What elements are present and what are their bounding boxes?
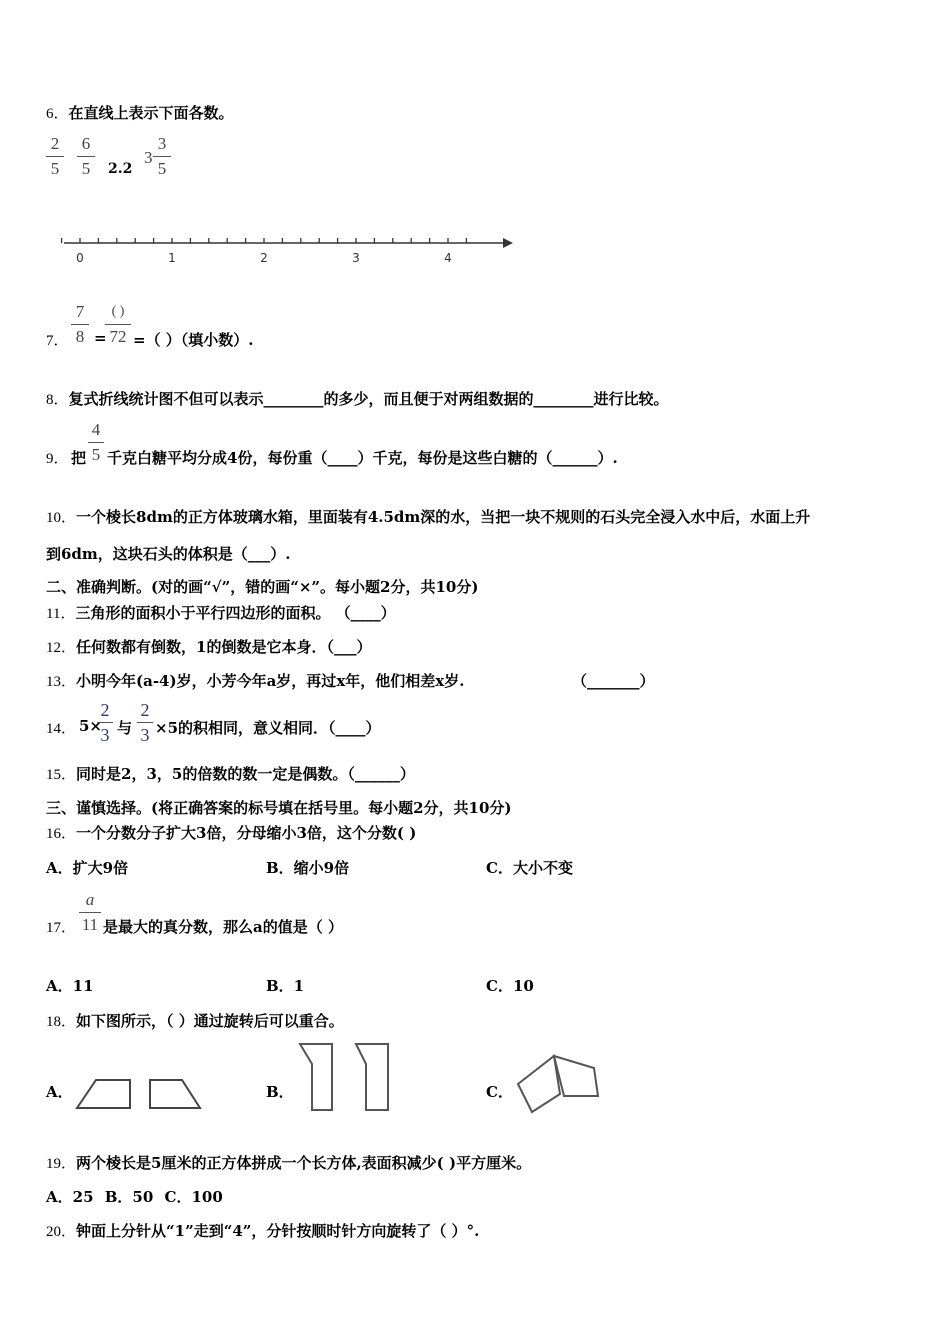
q6 [46,102,234,123]
q9-text: 千克白糖平均分成4份，每份重（____）千克，每份是这些白糖的（______）. [107,449,618,467]
q18-figure-c [514,1050,604,1116]
q19-options [46,1186,223,1207]
number-line-label: 3 [352,251,360,265]
quad-shape-1 [518,1056,560,1112]
q18-option-c: C． [486,1083,513,1101]
q7-equals: = [94,329,107,347]
q6-mixed-fraction [153,134,171,179]
q16-option-b: B．缩小9倍 [266,859,350,877]
l-shape-2 [356,1044,388,1110]
number-line-label: 4 [444,251,452,265]
q14-fraction-1 [97,700,113,745]
q15-text: 同时是2，3，5的倍数的数一定是偶数。（______） [76,765,415,783]
q6-decimal: 2.2 [108,161,133,177]
q8-number: 8． [46,392,69,408]
q9-pre: 把 [71,449,87,467]
denominator: 5 [81,159,91,178]
q16 [46,822,416,843]
q18-figure-a [74,1072,209,1112]
q10-line1 [46,506,810,527]
number-line-labels [76,251,452,265]
q8-text: 复式折线统计图不但可以表示________的多少，而且便于对两组数据的________进行比较。 [68,390,669,408]
denominator: 5 [91,445,101,464]
q17-option-c: C．10 [486,977,534,995]
q12 [46,636,371,657]
denominator: 72 [109,327,127,346]
q14-number: 14． [46,721,77,737]
section-3-heading: 三、谨慎选择。(将正确答案的标号填在括号里。每小题2分，共10分) [46,799,512,817]
numerator: 4 [91,420,101,439]
q19-option-a: A．25 [46,1188,94,1206]
q15 [46,763,415,784]
q16-option-c: C．大小不变 [486,859,573,877]
q19-option-c: C．100 [164,1188,223,1206]
q10-line2: 到6dm，这块石头的体积是（___）. [46,545,291,563]
q9-number: 9． [46,451,69,467]
q10-text-1: 一个棱长8dm的正方体玻璃水箱，里面装有4.5dm深的水，当把一块不规则的石头完全浸入水中后，水面上升 [76,508,811,526]
q7-fraction [71,302,89,347]
denominator: 11 [81,915,99,934]
q11-number: 11． [46,606,76,622]
number-line-label: 2 [260,251,268,265]
trapezoid-shape-1 [77,1080,130,1108]
denominator: 5 [50,159,60,178]
denominator: 5 [157,159,167,178]
number-line-label: 0 [76,251,84,265]
q13 [46,670,464,691]
l-shape-1 [300,1044,332,1110]
numerator: 6 [81,134,91,153]
numerator: a [85,890,95,909]
quad-shape-2 [554,1056,598,1096]
q19-option-b: B．50 [104,1188,154,1206]
q16-text: 一个分数分子扩大3倍，分母缩小3倍，这个分数( ) [76,824,417,842]
number-line [58,230,518,270]
q11-text: 三角形的面积小于平行四边形的面积。 （____） [75,604,396,622]
q18-text: 如下图所示，（ ）通过旋转后可以重合。 [76,1012,344,1030]
q18 [46,1010,344,1031]
section-2-heading: 二、准确判断。(对的画“√”，错的画“×”。每小题2分，共10分) [46,578,479,596]
q15-number: 15． [46,767,77,783]
q18-option-a: A． [46,1083,73,1101]
q19-text: 两个棱长是5厘米的正方体拼成一个长方体,表面积减少( )平方厘米。 [76,1154,532,1172]
q19 [46,1152,531,1173]
q12-number: 12． [46,640,77,656]
q13-text: 小明今年(a-4)岁，小芳今年a岁，再过x年，他们相差x岁. [76,672,465,690]
q18-figure-b [296,1040,396,1116]
q6-fraction-2 [77,134,95,179]
q6-mixed-whole: 3 [144,148,153,167]
number-line-label: 1 [168,251,176,265]
q7-text: =（ ）（填小数）. [133,331,254,349]
q20-text: 钟面上分针从“1”走到“4”，分针按顺时针方向旋转了（ ）°. [76,1222,480,1240]
numerator: ( ) [111,304,125,319]
q13-number: 13． [46,674,77,690]
q18-option-b: B． [266,1083,294,1101]
q14-fraction-2 [137,700,153,745]
numerator: 3 [157,134,167,153]
q6-fraction-1 [46,134,64,179]
q7-number: 7． [46,333,69,349]
number-line-arrow-icon [503,238,513,248]
q16-option-a: A．扩大9倍 [46,859,129,877]
q14-part1: 5× [79,717,103,735]
q9-fraction [88,420,104,465]
q17-text: 是最大的真分数，那么a的值是（ ） [103,918,343,936]
denominator: 3 [140,725,150,745]
q17-fraction [79,890,101,935]
q18-number: 18． [46,1014,77,1030]
numerator: 2 [140,700,150,720]
q14-part3: ×5的积相同，意义相同．（____） [155,719,381,737]
q16-number: 16． [46,826,77,842]
q12-text: 任何数都有倒数，1的倒数是它本身．（___） [76,638,372,656]
q14-part2: 与 [117,719,133,737]
q13-blank: （_______） [572,672,655,690]
q7-fraction-2 [105,302,131,347]
numerator: 2 [50,134,60,153]
numerator: 7 [75,302,85,321]
q6-text: 在直线上表示下面各数。 [68,104,234,122]
q8 [46,388,669,409]
denominator: 3 [100,725,110,745]
q17-option-b: B．1 [266,977,305,995]
denominator: 8 [75,327,85,346]
numerator: 2 [100,700,110,720]
q17-number: 17． [46,920,77,936]
q11 [46,602,396,623]
q19-number: 19． [46,1156,77,1172]
q17-option-a: A．11 [46,977,94,995]
q10-number: 10． [46,510,77,526]
q20-number: 20． [46,1224,77,1240]
trapezoid-shape-2 [150,1080,200,1108]
q6-number: 6． [46,106,69,122]
q20 [46,1220,479,1241]
